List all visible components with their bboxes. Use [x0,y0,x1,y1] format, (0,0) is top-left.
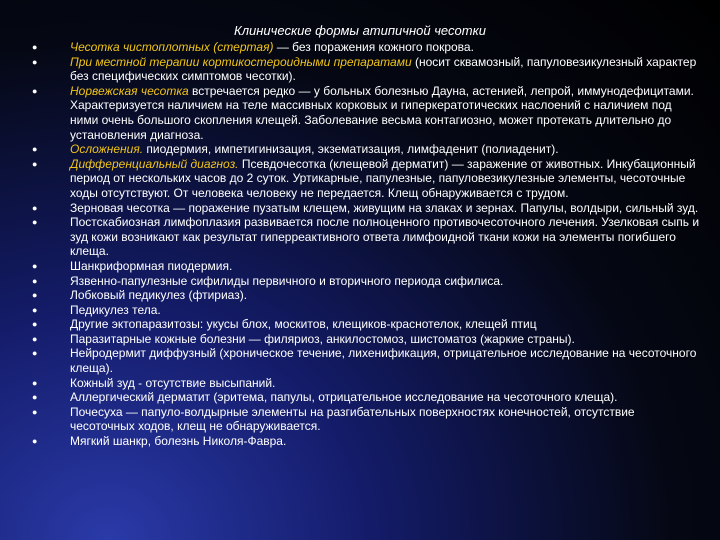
item-text: Аллергический дерматит (эритема, папулы, отрицательное исследование на чесоточного клеща). [70,390,618,405]
list-item [30,405,700,434]
bullet-icon: ● [32,377,38,388]
bullet-icon: ● [32,158,38,169]
list-item [30,215,700,259]
bullet-list [30,40,700,449]
bullet-icon: ● [32,290,38,301]
bullet-icon: ● [32,436,38,447]
item-text: Мягкий шанкр, болезнь Николя-Фавра. [70,434,287,449]
list-item [30,157,700,201]
bullet-icon: ● [32,392,38,403]
item-text: Псевдочесотка (клещевой дерматит) — заражение от животных. Инкубационный период от нескольких часов до 2 суток. Уртикарные, папулезные, папуловезикулезные элементы, чесоточные ходы отсутствуют. От человека человеку не передается. Клещ обнаруживается с трудом. [70,156,696,200]
item-text: Нейродермит диффузный (хроническое течение, лихенификация, отрицательное исследование на чесоточного клеща). [70,346,697,376]
list-item [30,55,700,84]
list-item [30,346,700,375]
list-item [30,303,700,318]
item-text: Постскабиозная лимфоплазия развивается после полноценного противочесоточного лечения. Узелковая сыпь и зуд кожи возникают как результат гиперреактивного ответа лимфоидной ткани кожи на элементы погибшего клеща. [70,215,700,259]
highlight-term: Чесотка чистоплотных (стертая) [70,40,274,54]
list-item [30,390,700,405]
list-item [30,434,700,449]
item-text: Почесуха — папуло-волдырные элементы на разгибательных поверхностях конечностей, отсутствие чесоточных ходов, клещ не обнаруживается. [70,404,635,434]
list-item [30,376,700,391]
item-text: Язвенно-папулезные сифилиды первичного и вторичного периода сифилиса. [70,273,504,288]
list-item [30,332,700,347]
item-text: (носит сквамозный, папуловезикулезный характер без специфических симптомов чесотки). [70,54,697,84]
list-item [30,40,700,55]
list-item [30,274,700,289]
highlight-term: При местной терапии кортикостероидными препаратами [70,54,412,69]
item-text: встречается редко — у больных болезнью Дауна, астенией, лепрой, иммунодефицитами. Характеризуется наличием на теле массивных корковых и гиперкератотических наслоений с наличием под ними очень большого скопления клещей. Заболевание весьма контагиозно, может протекать длительно до установления диагноза. [70,83,694,142]
item-text: Зерновая чесотка — поражение пузатым клещем, живущим на злаках и зернах. Папулы, волдыри, сильный зуд. [70,200,699,215]
bullet-icon: ● [32,217,38,228]
item-text: Паразитарные кожные болезни — филяриоз, анкилостомоз, шистоматоз (жаркие страны). [70,331,575,346]
item-text: Кожный зуд - отсутствие высыпаний. [70,375,276,390]
highlight-term: Дифференциальный диагноз. [70,156,239,171]
bullet-icon: ● [32,406,38,417]
item-text: — без поражения кожного покрова. [273,40,474,54]
list-item [30,201,700,216]
list-item [30,288,700,303]
item-text: пиодермия, импетигинизация, экзематизация, лимфаденит (полиаденит). [143,142,559,157]
highlight-term: Осложнения. [70,142,144,157]
item-text: Педикулез тела. [70,302,161,317]
slide-title: Клинические формы атипичной чесотки [234,23,486,38]
item-text: Шанкриформная пиодермия. [70,258,233,273]
bullet-icon: ● [32,85,38,96]
bullet-icon: ● [32,202,38,213]
bullet-icon: ● [32,56,38,67]
bullet-icon: ● [32,144,38,155]
list-item [30,142,700,157]
list-item [30,259,700,274]
item-text: Лобковый педикулез (фтириаз). [70,288,248,303]
bullet-icon: ● [32,333,38,344]
list-item [30,84,700,142]
bullet-icon: ● [32,304,38,315]
list-item [30,317,700,332]
bullet-icon: ● [32,275,38,286]
bullet-icon: ● [32,42,38,52]
bullet-icon: ● [32,348,38,359]
highlight-term: Норвежская чесотка [70,83,189,98]
bullet-icon: ● [32,260,38,271]
item-text: Другие эктопаразитозы: укусы блох, москитов, клещиков-краснотелок, клещей птиц [70,317,537,332]
bullet-icon: ● [32,319,38,330]
